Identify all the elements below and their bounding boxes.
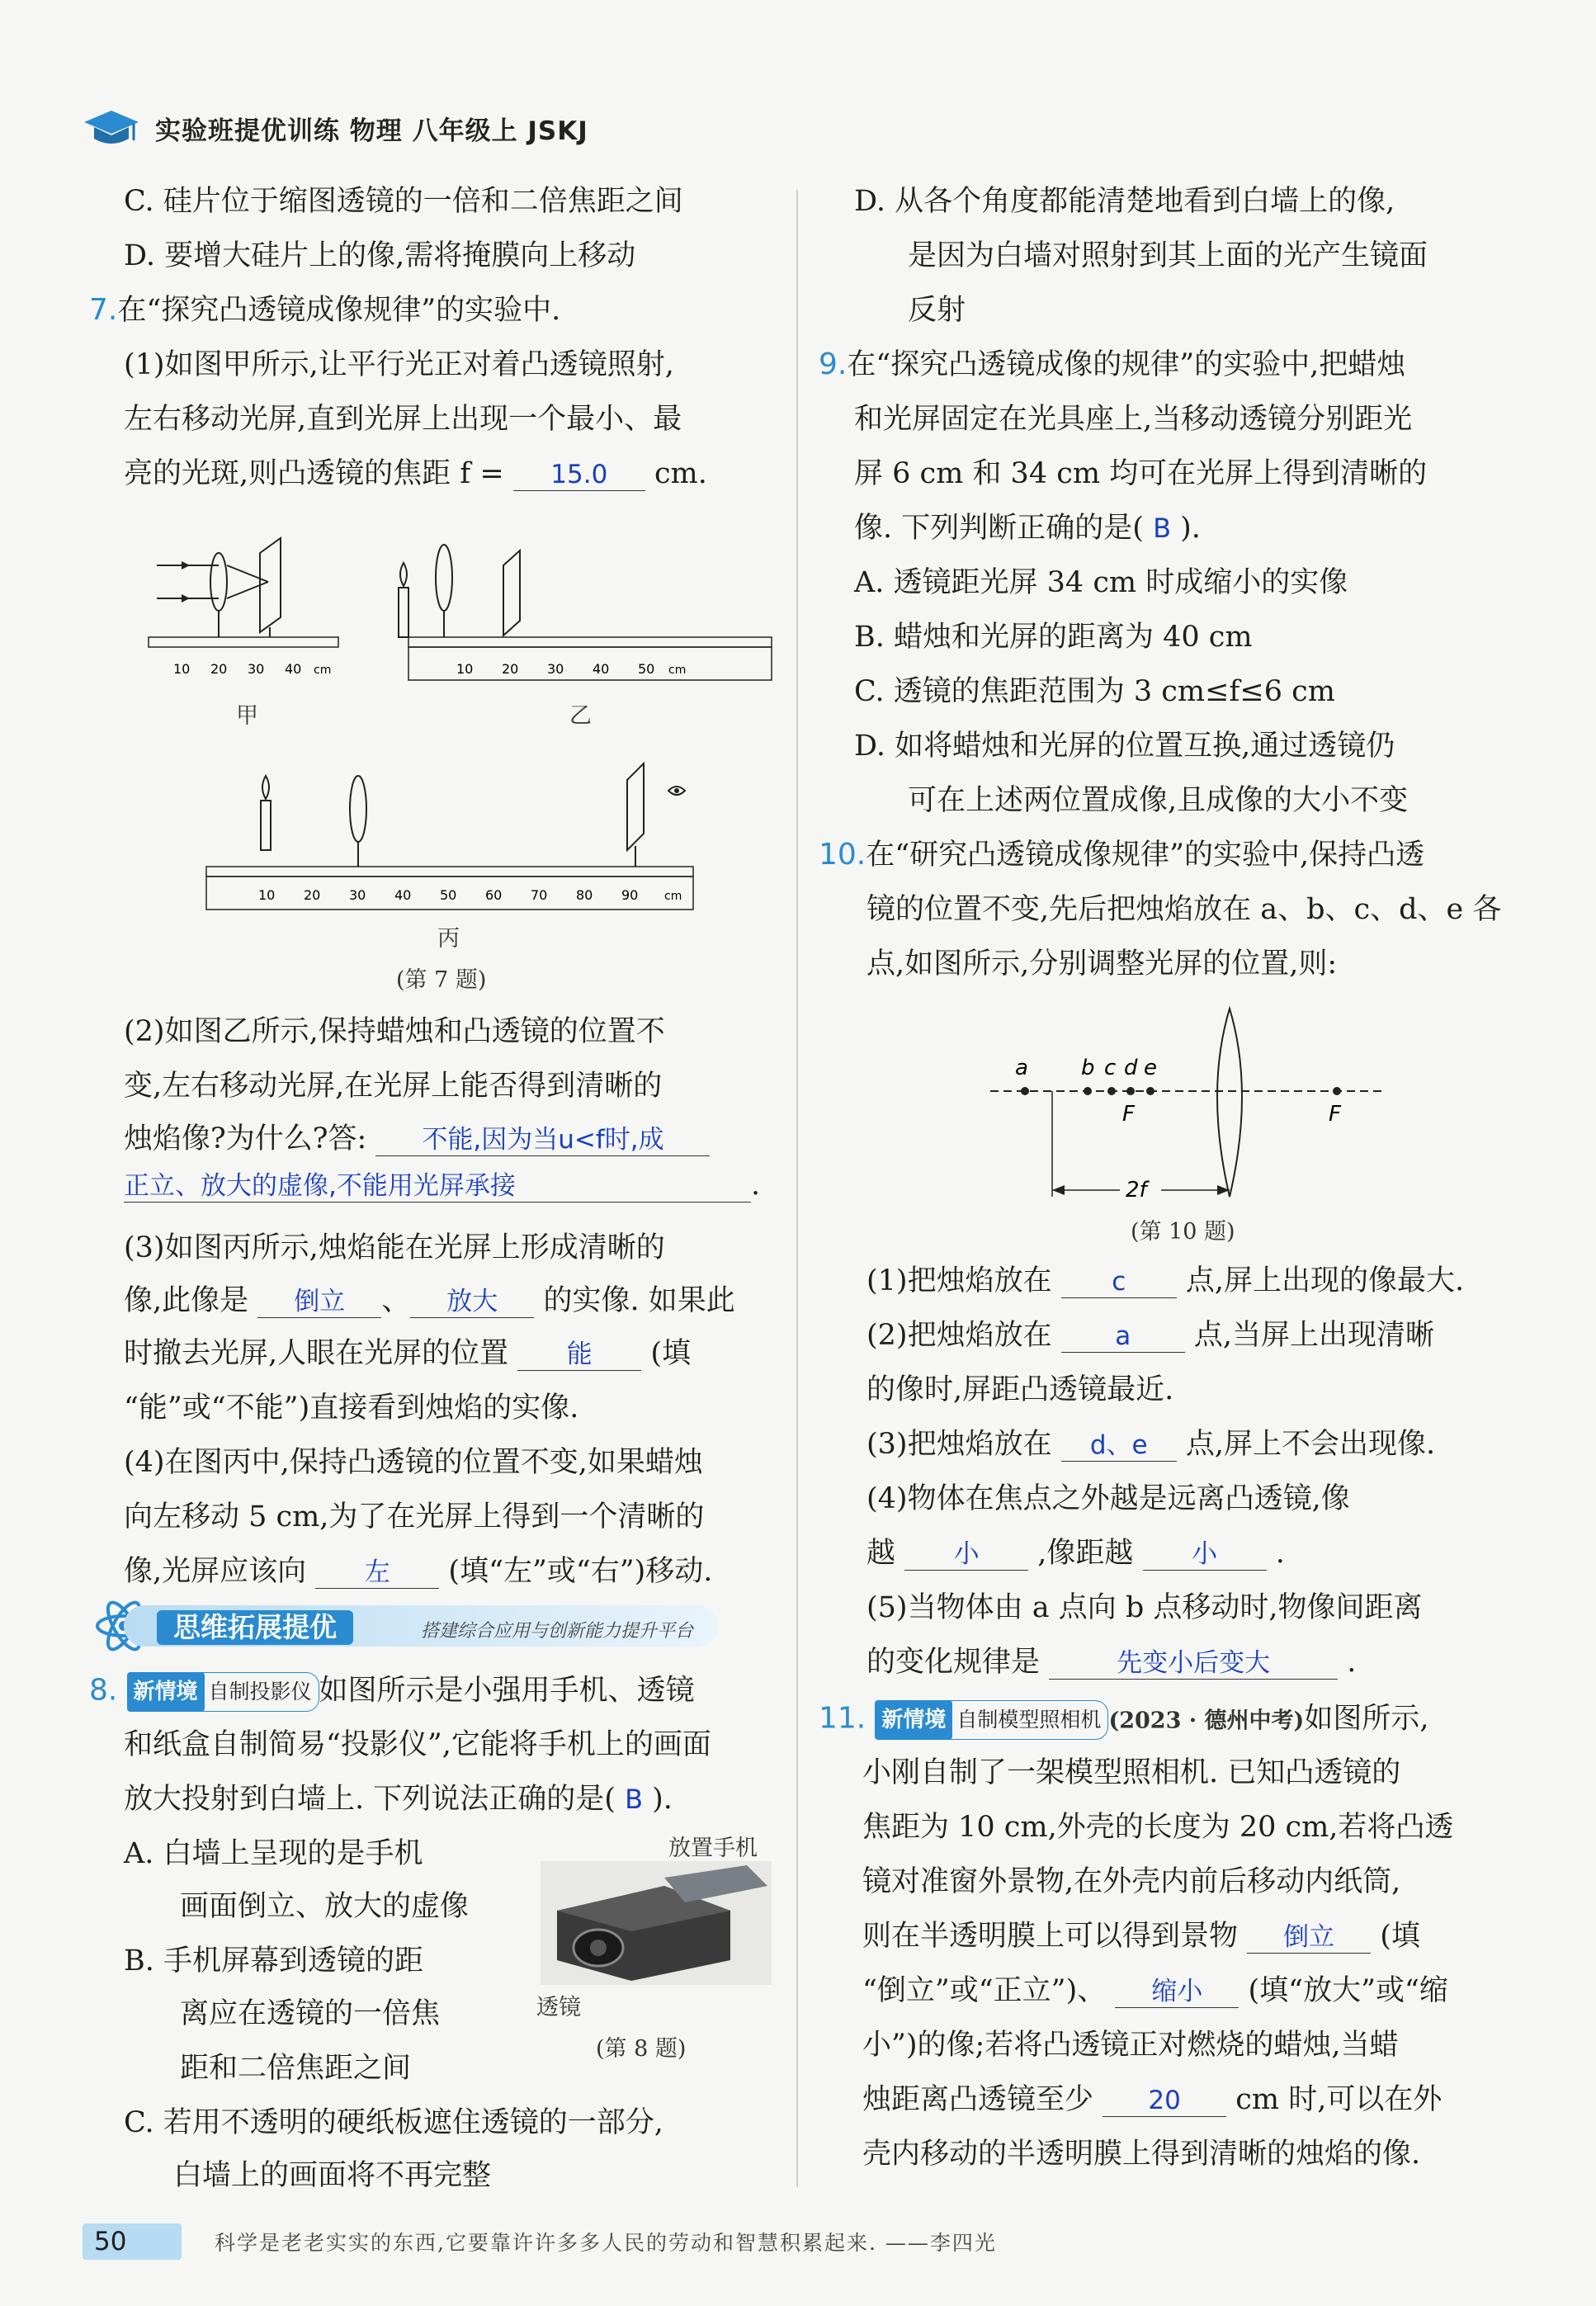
- svg-text:30: 30: [349, 887, 366, 903]
- q10-part3-prefix: (3)把烛焰放在: [866, 1428, 1052, 1461]
- q10-part3-answer: d、e: [1061, 1429, 1177, 1462]
- q7-part3-line3-suffix: (填: [650, 1337, 692, 1370]
- q7-part4-line1: (4)在图丙中,保持凸透镜的位置不变,如果蜡烛: [124, 1446, 703, 1479]
- q8-stem-suffix: ).: [652, 1783, 673, 1816]
- q8-stem-line3: [124, 1781, 673, 1817]
- svg-text:cm: cm: [668, 664, 687, 677]
- q11-source: (2023 · 德州中考): [1108, 1708, 1305, 1734]
- fig10-point-F2: [1333, 1087, 1341, 1095]
- q10-part1-prefix: (1)把烛焰放在: [866, 1264, 1052, 1297]
- q8-option-b-line1: B. 手机屏幕到透镜的距: [124, 1945, 423, 1978]
- q9-option-b: B. 蜡烛和光屏的距离为 40 cm: [854, 621, 1253, 654]
- q7-part2-prefix: 烛焰像?为什么?答:: [124, 1122, 367, 1155]
- svg-text:50: 50: [440, 887, 457, 903]
- q11-line8-suffix: cm 时,可以在外: [1235, 2083, 1443, 2116]
- q10-stem-text-1: 在“研究凸透镜成像规律”的实验中,保持凸透: [866, 839, 1425, 872]
- footer-quote: 科学是老老实实的东西,它要靠许许多多人民的劳动和智慧积累起来. ——李四光: [215, 2231, 997, 2255]
- q10-part4-line2: [866, 1535, 1285, 1571]
- q11-stem-line1: [819, 1700, 1428, 1740]
- q7-part2-answer-1: 不能,因为当u<f时,成: [375, 1124, 710, 1156]
- figure-7-yi: [399, 545, 772, 680]
- q8-option-b-line3: 距和二倍焦距之间: [180, 2052, 412, 2085]
- q7-part1-line3: [124, 456, 707, 492]
- q7-part4-prefix: 像,光屏应该向: [124, 1555, 307, 1588]
- q9-stem-line4: [854, 510, 1201, 546]
- section-banner: [91, 1597, 718, 1655]
- q11-answer-3: 20: [1103, 2085, 1226, 2117]
- q7-part4-line3: [124, 1553, 712, 1590]
- q10-part5-prefix: 的变化规律是: [866, 1646, 1041, 1679]
- q8-option-a-line2: 画面倒立、放大的虚像: [180, 1890, 470, 1923]
- figure-10: [982, 999, 1395, 1213]
- q10-part4-middle: ,像距越: [1037, 1537, 1134, 1570]
- figure-7-caption: (第 7 题): [396, 967, 487, 993]
- q11-line6-prefix: “倒立”或“正立”)、: [862, 1974, 1107, 2007]
- q11-line6-suffix: (填“放大”或“缩: [1248, 1974, 1448, 2007]
- q10-part5-line2: [866, 1644, 1356, 1680]
- q7-part2-answer-2: 正立、放大的虚像,不能用光屏承接: [124, 1170, 751, 1203]
- q11-stem-text-1: 如图所示,: [1304, 1702, 1429, 1736]
- q9-stem-line1: [819, 347, 1405, 383]
- q11-line8-prefix: 烛距离凸透镜至少: [862, 2083, 1094, 2116]
- book-title: 实验班提优训练 物理 八年级上 JSKJ: [155, 116, 588, 146]
- svg-text:20: 20: [304, 887, 321, 903]
- svg-text:10: 10: [258, 887, 276, 903]
- q11-badge-new-context: 新情境: [875, 1700, 952, 1740]
- fig10-label-F1: F: [1122, 1102, 1135, 1127]
- svg-text:30: 30: [248, 661, 265, 677]
- q7-part1-suffix: cm.: [654, 457, 707, 490]
- q6-option-c: C. 硅片位于缩图透镜的一倍和二倍焦距之间: [124, 185, 683, 218]
- svg-text:cm: cm: [664, 890, 682, 903]
- q10-stem-line1: [819, 837, 1424, 873]
- svg-text:cm: cm: [314, 664, 332, 677]
- q11-stem-line2: 小刚自制了一架模型照相机. 已知凸透镜的: [862, 1756, 1401, 1789]
- q10-part5-line1: (5)当物体由 a 点向 b 点移动时,物像间距离: [866, 1591, 1423, 1624]
- q9-stem-prefix: 像. 下列判断正确的是(: [854, 512, 1144, 545]
- q8-image-label-phone: 放置手机: [668, 1836, 758, 1861]
- q8-badge-topic: 自制投影仪: [201, 1672, 319, 1712]
- fig10-label-a: a: [1015, 1056, 1028, 1080]
- q9-option-d-line1: D. 如将蜡烛和光屏的位置互换,通过透镜仍: [854, 730, 1395, 763]
- q7-part3-answer-1: 倒立: [257, 1286, 381, 1318]
- q11-stem-line5: [862, 1918, 1420, 1954]
- svg-text:20: 20: [502, 661, 519, 677]
- q9-stem-suffix: ).: [1180, 512, 1201, 545]
- q11-number: 11.: [819, 1701, 866, 1736]
- q10-part1-suffix: 点,屏上出现的像最大.: [1185, 1264, 1465, 1297]
- q7-part4-line2: 向左移动 5 cm,为了在光屏上得到一个清晰的: [124, 1500, 705, 1533]
- graduation-cap-icon: [83, 107, 140, 149]
- svg-text:80: 80: [576, 887, 593, 903]
- q11-stem-line8: [862, 2082, 1442, 2118]
- figure-7-label-bing: 丙: [437, 926, 460, 952]
- fig10-point-b: [1084, 1087, 1092, 1095]
- q10-part4-answer-2: 小: [1143, 1538, 1267, 1571]
- q10-number: 10.: [819, 838, 866, 872]
- q11-badge-topic: 自制模型照相机: [949, 1700, 1108, 1740]
- q9-option-a: A. 透镜距光屏 34 cm 时成缩小的实像: [854, 566, 1348, 599]
- q7-part2-line3: [124, 1121, 710, 1157]
- svg-text:50: 50: [638, 661, 655, 677]
- q8-option-d-line3: 反射: [908, 294, 966, 327]
- q6-option-d: D. 要增大硅片上的像,需将掩膜向上移动: [124, 239, 636, 272]
- figure-7-jia: [149, 538, 338, 677]
- figure-8-caption: (第 8 题): [596, 2036, 687, 2062]
- q11-answer-2: 缩小: [1115, 1976, 1239, 2008]
- q9-stem-text-1: 在“探究凸透镜成像的规律”的实验中,把蜡烛: [847, 348, 1406, 381]
- q11-stem-line7: 小”)的像;若将凸透镜正对燃烧的蜡烛,当蜡: [862, 2029, 1399, 2062]
- q7-part2-line4: 正立、放大的虚像,不能用光屏承接 .: [124, 1169, 761, 1202]
- q8-option-c-line2: 白墙上的画面将不再完整: [173, 2159, 492, 2192]
- q10-part1: [866, 1263, 1464, 1299]
- q7-part3-line1: (3)如图丙所示,烛焰能在光屏上形成清晰的: [124, 1231, 665, 1264]
- q10-part2-answer: a: [1061, 1321, 1185, 1353]
- q8-option-b-line2: 离应在透镜的一倍焦: [180, 1997, 441, 2030]
- q10-part1-answer: c: [1061, 1266, 1177, 1298]
- q9-stem-line2: 和光屏固定在光具座上,当移动透镜分别距光: [854, 403, 1413, 436]
- q11-line5-suffix: (填: [1380, 1920, 1420, 1953]
- q7-part3-line3-prefix: 时撤去光屏,人眼在光屏的位置: [124, 1337, 509, 1370]
- page-footer: [25, 2212, 1593, 2270]
- q7-part3-line4: “能”或“不能”)直接看到烛焰的实像.: [124, 1392, 579, 1425]
- q8-option-a-line1: A. 白墙上呈现的是手机: [124, 1837, 423, 1870]
- q10-part3: [866, 1426, 1435, 1463]
- q10-part4-line1: (4)物体在焦点之外越是远离凸透镜,像: [866, 1482, 1350, 1515]
- column-divider: [796, 190, 798, 2187]
- fig10-label-c: c: [1104, 1056, 1117, 1080]
- q10-part5-answer: 先变小后变大: [1049, 1647, 1338, 1680]
- q8-option-d-line2: 是因为白墙对照射到其上面的光产生镜面: [908, 239, 1428, 272]
- figure-10-caption: (第 10 题): [1131, 1219, 1235, 1245]
- figure-7-label-jia: 甲: [236, 703, 258, 729]
- svg-text:40: 40: [285, 661, 302, 677]
- q8-option-d-line1: D. 从各个角度都能清楚地看到白墙上的像,: [854, 185, 1395, 218]
- q11-stem-line9: 壳内移动的半透明膜上得到清晰的烛焰的像.: [862, 2138, 1421, 2171]
- q8-answer: B: [625, 1784, 644, 1815]
- page-header: [83, 99, 588, 157]
- fig10-label-2f: 2f: [1126, 1178, 1147, 1203]
- q7-part1-line1: (1)如图甲所示,让平行光正对着凸透镜照射,: [124, 348, 674, 381]
- q7-number: 7.: [89, 293, 118, 327]
- q7-part3-line2: 像,此像是 倒立 、 放大 的实像. 如果此: [124, 1284, 735, 1317]
- q11-stem-line4: 镜对准窗外景物,在外壳内前后移动内纸筒,: [862, 1865, 1401, 1898]
- svg-text:90: 90: [621, 887, 639, 903]
- fig10-point-F1: [1126, 1087, 1135, 1095]
- svg-text:40: 40: [394, 887, 412, 903]
- q8-image-label-lens: 透镜: [536, 1995, 581, 2020]
- q7-part3-prefix: 像,此像是: [124, 1284, 249, 1317]
- fig10-label-F2: F: [1329, 1102, 1341, 1127]
- q11-line5-prefix: 则在半透明膜上可以得到景物: [862, 1920, 1239, 1953]
- fig10-point-a: [1021, 1087, 1029, 1095]
- q10-part2-suffix: 点,当屏上出现清晰: [1193, 1319, 1434, 1352]
- q7-part2-line1: (2)如图乙所示,保持蜡烛和凸透镜的位置不: [124, 1015, 665, 1048]
- figure-7-bing: [206, 763, 693, 910]
- q9-option-d-line2: 可在上述两位置成像,且成像的大小不变: [908, 784, 1409, 817]
- svg-text:10: 10: [456, 661, 474, 677]
- page-number: 50: [83, 2223, 182, 2260]
- q9-option-c: C. 透镜的焦距范围为 3 cm≤f≤6 cm: [854, 675, 1335, 708]
- q9-answer: B: [1153, 513, 1172, 544]
- q9-number: 9.: [819, 347, 848, 381]
- q8-stem-prefix: 放大投射到白墙上. 下列说法正确的是(: [124, 1783, 616, 1816]
- q7-focal-answer: 15.0: [513, 459, 645, 491]
- q7-part2-line2: 变,左右移动光屏,在光屏上能否得到清晰的: [124, 1070, 663, 1103]
- q7-part3-answer-2: 放大: [410, 1286, 534, 1318]
- svg-text:40: 40: [593, 661, 610, 677]
- q7-part3-line3: [124, 1335, 691, 1372]
- q11-stem-line3: 焦距为 10 cm,外壳的长度为 20 cm,若将凸透: [862, 1811, 1454, 1844]
- q9-stem-line3: 屏 6 cm 和 34 cm 均可在光屏上得到清晰的: [854, 457, 1428, 490]
- q7-part3-answer-3: 能: [517, 1339, 641, 1371]
- q10-part3-suffix: 点,屏上不会出现像.: [1185, 1428, 1436, 1461]
- q10-part4-suffix: .: [1275, 1537, 1285, 1570]
- q8-number: 8.: [89, 1673, 118, 1708]
- fig10-label-b: b: [1081, 1056, 1095, 1080]
- q11-stem-line6: [862, 1973, 1448, 2009]
- banner-subtitle: 搭建综合应用与创新能力提升平台: [421, 1621, 694, 1642]
- q7-stem: [89, 292, 560, 328]
- svg-text:20: 20: [210, 661, 228, 677]
- svg-text:10: 10: [173, 661, 191, 677]
- q8-stem-text-1: 如图所示是小强用手机、透镜: [319, 1674, 695, 1708]
- fig10-point-e: [1146, 1087, 1155, 1095]
- q11-answer-1: 倒立: [1247, 1921, 1371, 1954]
- svg-text:60: 60: [485, 887, 503, 903]
- q10-stem-line2: 镜的位置不变,先后把烛焰放在 a、b、c、d、e 各: [866, 893, 1502, 926]
- q7-part3-suffix: 的实像. 如果此: [543, 1284, 735, 1317]
- banner-label: 思维拓展提优: [157, 1610, 353, 1645]
- q7-stem-text: 在“探究凸透镜成像规律”的实验中.: [117, 294, 561, 327]
- q10-part2-prefix: (2)把烛焰放在: [866, 1319, 1052, 1352]
- fig10-label-e: e: [1144, 1056, 1157, 1080]
- figure-7-label-yi: 乙: [569, 703, 592, 729]
- fig10-point-c: [1107, 1087, 1116, 1095]
- q7-part4-suffix: (填“左”或“右”)移动.: [448, 1555, 713, 1588]
- q7-part4-answer: 左: [315, 1557, 439, 1589]
- fig10-label-d: d: [1124, 1056, 1138, 1080]
- q8-stem-line2: 和纸盒自制简易“投影仪”,它能将手机上的画面: [124, 1728, 711, 1761]
- q10-part4-answer-1: 小: [904, 1538, 1028, 1571]
- q10-part5-suffix: .: [1347, 1646, 1357, 1679]
- q10-part2-line2: 的像时,屏距凸透镜最近.: [866, 1373, 1174, 1406]
- q7-part1-line2: 左右移动光屏,直到光屏上出现一个最小、最: [124, 403, 682, 436]
- q10-part2-line1: [866, 1317, 1434, 1354]
- svg-text:30: 30: [547, 661, 564, 677]
- q8-badge-new-context: 新情境: [127, 1672, 205, 1712]
- svg-text:70: 70: [531, 887, 548, 903]
- q10-stem-line3: 点,如图所示,分别调整光屏的位置,则:: [866, 947, 1338, 981]
- q7-part1-prefix: 亮的光斑,则凸透镜的焦距 f =: [124, 457, 504, 490]
- q8-option-c-line1: C. 若用不透明的硬纸板遮住透镜的一部分,: [124, 2106, 663, 2139]
- q10-part4-prefix: 越: [866, 1537, 896, 1570]
- q8-stem-line1: [89, 1672, 695, 1712]
- projector-photo: [541, 1861, 772, 1985]
